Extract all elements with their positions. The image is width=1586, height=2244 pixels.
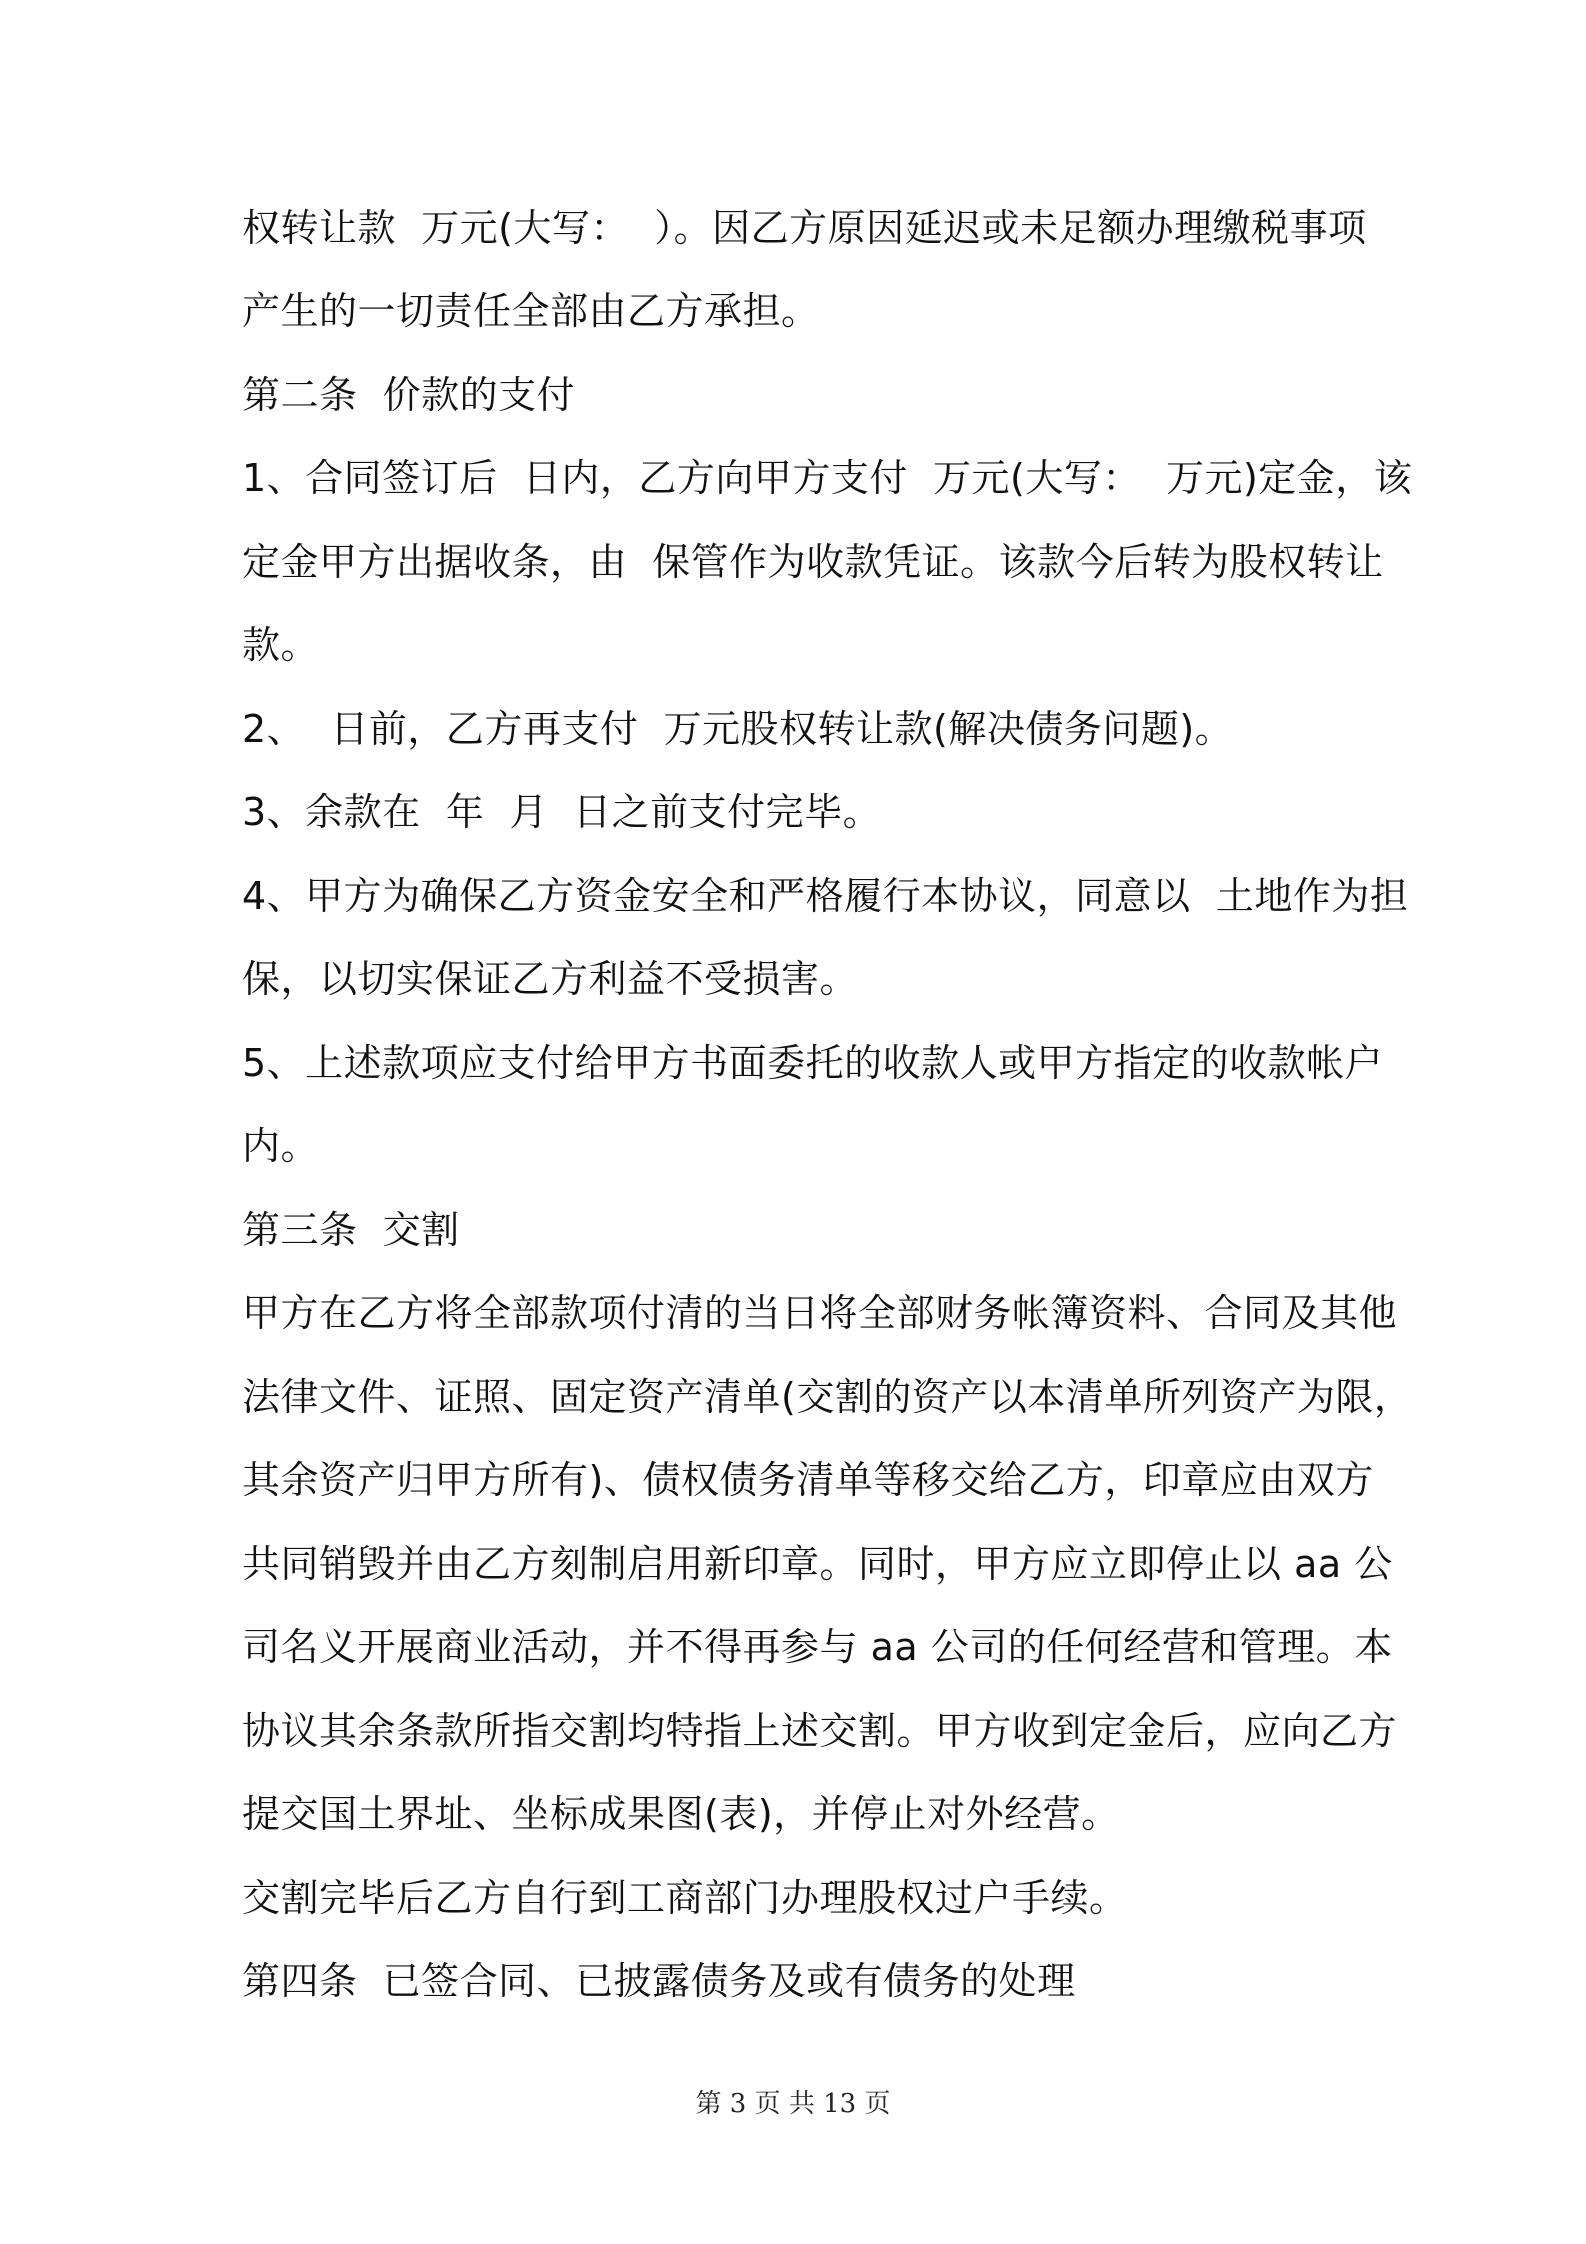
text-line: 权转让款 万元(大写： ）。因乙方原因延迟或未足额办理缴税事项 [242,206,1367,250]
text-line: 3、余款在 年 月 日之前支付完毕。 [242,790,882,834]
text-line: 产生的一切责任全部由乙方承担。 [242,289,820,333]
text-line: 共同销毁并由乙方刻制启用新印章。同时，甲方应立即停止以 aa 公 [242,1542,1393,1586]
text-line: 交割完毕后乙方自行到工商部门办理股权过户手续。 [242,1876,1128,1920]
text-line: 提交国土界址、坐标成果图(表)，并停止对外经营。 [242,1792,1120,1836]
text-line: 4、甲方为确保乙方资金安全和严格履行本协议，同意以 土地作为担 [242,874,1409,918]
text-line: 其余资产归甲方所有)、债权债务清单等移交给乙方，印章应由双方 [242,1458,1374,1502]
text-line: 司名义开展商业活动，并不得再参与 aa 公司的任何经营和管理。本 [242,1625,1393,1669]
text-line: 保，以切实保证乙方利益不受损害。 [242,957,859,1001]
text-line: 5、上述款项应支付给甲方书面委托的收款人或甲方指定的收款帐户 [242,1041,1384,1085]
page-number-footer: 第 3 页 共 13 页 [695,2089,891,2119]
text-line: 法律文件、证照、固定资产清单(交割的资产以本清单所列资产为限， [242,1375,1413,1419]
text-line: 定金甲方出据收条，由 保管作为收款凭证。该款今后转为股权转让 [242,540,1384,584]
text-line: 协议其余条款所指交割均特指上述交割。甲方收到定金后，应向乙方 [242,1709,1398,1753]
text-line: 2、 日前，乙方再支付 万元股权转让款(解决债务问题)。 [242,707,1234,751]
text-line: 款。 [242,623,320,667]
section-heading: 第二条 价款的支付 [242,373,576,417]
text-line: 内。 [242,1124,320,1168]
section-heading: 第四条 已签合同、已披露债务及或有债务的处理 [242,1959,1076,2003]
text-line: 1、合同签订后 日内，乙方向甲方支付 万元(大写： 万元)定金，该 [242,456,1413,500]
section-heading: 第三条 交割 [242,1208,460,1252]
text-line: 甲方在乙方将全部款项付清的当日将全部财务帐簿资料、合同及其他 [242,1291,1398,1335]
